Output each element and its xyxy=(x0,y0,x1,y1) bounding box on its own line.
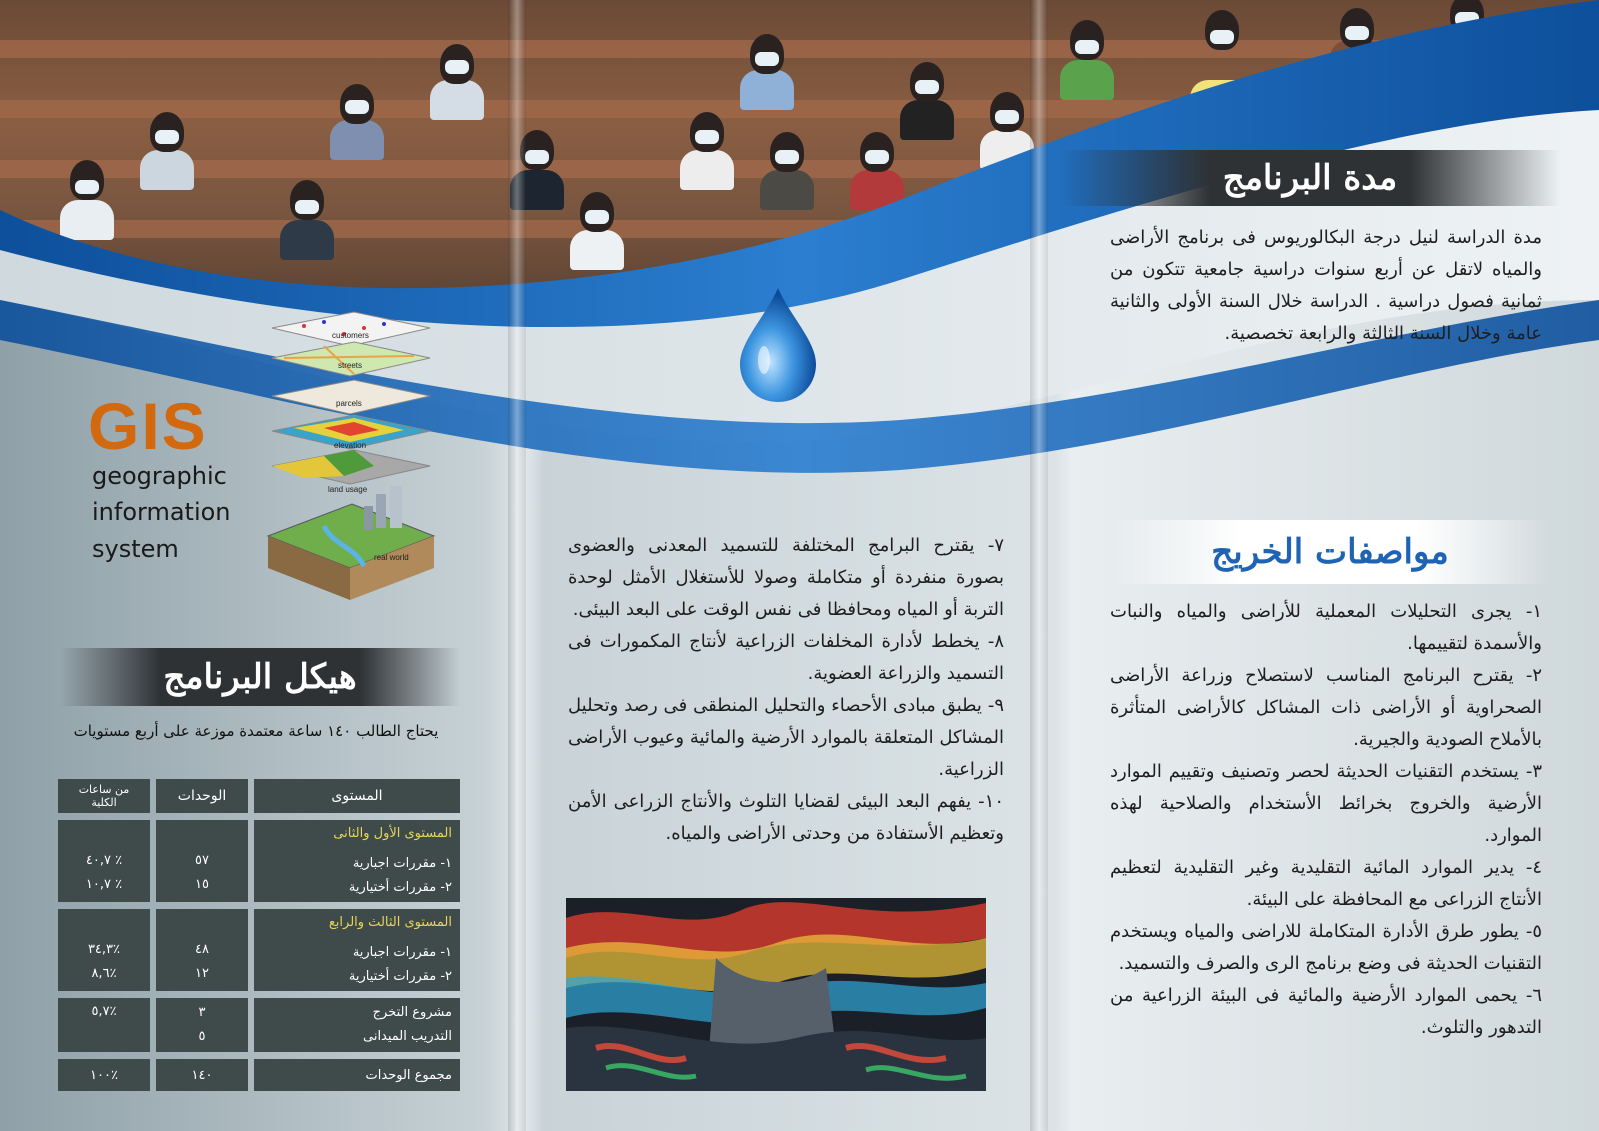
group-row: مشروع التخرج xyxy=(372,1005,452,1020)
structure-table xyxy=(52,772,466,1098)
group-title: المستوى الثالث والرابع xyxy=(328,915,452,930)
header-units: الوحدات xyxy=(156,779,248,813)
gis-layer-label-parcels: parcels xyxy=(336,399,362,408)
total-units: ١٤٠ xyxy=(156,1059,248,1091)
middle-item-7: ٧- يقترح البرامج المختلفة للتسميد المعدنى والعضوى بصورة منفردة أو متكاملة وصولا للأستغلال الأمثل لوحدة التربة أو المياه ومحافظا فى نفس الوقت على البعد البيئى. xyxy=(568,535,1004,620)
group-row: ١- مقررات اجبارية xyxy=(352,856,452,871)
header-level: المستوى xyxy=(254,779,460,813)
gis-layer-parcels xyxy=(272,380,430,414)
group-row: ١- مقررات اجبارية xyxy=(352,945,452,960)
map-image xyxy=(566,898,986,1091)
graduate-item-3: ٣- يستخدم التقنيات الحديثة لحصر وتصنيف وتقييم الموارد الأرضية والخروج بخرائط الأستخدام والصلاحية لهذه الموارد. xyxy=(1110,761,1542,846)
gis-subtitle-line-2: information xyxy=(92,498,231,526)
percent-cell: ٪ ١٠,٧ xyxy=(85,877,123,892)
gis-layer-label-real-world: real world xyxy=(374,553,409,562)
units-cell: ٥ xyxy=(198,1029,206,1044)
duration-heading-text: مدة البرنامج xyxy=(1222,158,1398,198)
duration-heading xyxy=(1060,150,1560,206)
gis-layer-label-elevation: elevation xyxy=(334,441,367,450)
group-row: ٢- مقررات أختيارية xyxy=(348,969,452,984)
units-cell: ١٢ xyxy=(195,966,209,981)
graduate-heading-text: مواصفات الخريج xyxy=(1211,532,1449,572)
gis-layer-elevation xyxy=(272,415,430,450)
group-row: التدريب الميدانى xyxy=(362,1029,452,1044)
middle-item-10: ١٠- يفهم البعد البيئى لقضايا التلوث والأنتاج الزراعى الأمن وتعظيم الأستفادة من وحدتى الأراضى والمياه. xyxy=(568,791,1004,844)
header-percent: من ساعات الكلية xyxy=(58,779,150,813)
units-cell: ٥٧ xyxy=(195,853,209,868)
total-percent: ٪١٠٠ xyxy=(58,1059,150,1091)
water-drop-icon xyxy=(738,286,818,404)
units-cell: ٤٨ xyxy=(195,942,209,957)
units-cell: ٣ xyxy=(198,1005,206,1020)
table-row xyxy=(58,998,460,1052)
table-total-row xyxy=(58,1059,460,1091)
graduate-list xyxy=(1110,596,1542,1044)
percent-cell: ٪٣٤,٣ xyxy=(87,942,121,957)
percent-cell: ٪٨,٦ xyxy=(91,966,117,981)
gis-layer-streets xyxy=(272,342,430,376)
graduate-item-5: ٥- يطور طرق الأدارة المتكاملة للاراضى والمياه ويستخدم التقنيات الحديثة فى وضع برنامج الرى والصرف والتسميد. xyxy=(1110,921,1542,974)
graduate-heading xyxy=(1110,520,1550,584)
graduate-item-1: ١- يجرى التحليلات المعملية للأراضى والمياه والنبات والأسمدة لتقييمها. xyxy=(1110,601,1542,654)
percent-cell: ٪ ٤٠,٧ xyxy=(85,853,123,868)
units-cell: ١٥ xyxy=(195,877,209,892)
middle-item-9: ٩- يطبق مبادى الأحصاء والتحليل المنطقى فى رصد وتحليل المشاكل المتعلقة بالموارد الأرضية والمائية وعيوب الأراضى الزراعية. xyxy=(568,695,1004,780)
table-row xyxy=(58,820,460,902)
total-label: مجموع الوحدات xyxy=(254,1059,460,1091)
middle-list xyxy=(568,530,1004,850)
panel-fold-left xyxy=(508,0,526,1131)
gis-layer-label-streets: streets xyxy=(338,361,363,370)
middle-item-8: ٨- يخطط لأدارة المخلفات الزراعية لأنتاج المكمورات فى التسميد والزراعة العضوية. xyxy=(568,631,1004,684)
structure-heading-text: هيكل البرنامج xyxy=(163,657,357,697)
duration-text: مدة الدراسة لنيل درجة البكالوريوس فى برنامج الأراضى والمياه لاتقل عن أربع سنوات دراسية جامعية تتكون من ثمانية فصول دراسية . الدراسة خلال السنة الأولى والثانية عامة وخلال السنة الثالثة والرابعة تخصصية. xyxy=(1110,227,1542,344)
gis-layer-label-customers: customers xyxy=(332,331,369,340)
graduate-item-4: ٤- يدير الموارد المائية التقليدية وغير التقليدية لتعظيم الأنتاج الزراعى مع المحافظة على البيئة. xyxy=(1110,857,1542,910)
group-title: المستوى الأول والثانى xyxy=(333,826,452,841)
percent-cell: ٪٥,٧ xyxy=(91,1004,117,1019)
gis-subtitle-line-3: system xyxy=(92,535,179,563)
structure-heading xyxy=(60,648,460,706)
gis-layer-land-usage xyxy=(272,450,430,494)
table-header-row xyxy=(58,779,460,813)
graduate-item-2: ٢- يقترح البرنامج المناسب لاستصلاح وزراعة الأراضى الصحراوية أو الأراضى ذات المشاكل كالأراضى المتأثرة بالأملاح الصودية والجيرية. xyxy=(1110,665,1542,750)
structure-intro: يحتاج الطالب ١٤٠ ساعة معتمدة موزعة على أربع مستويات xyxy=(73,722,439,740)
gis-title: GIS xyxy=(88,389,208,463)
gis-layers-diagram xyxy=(264,306,439,606)
gis-layer-real-world xyxy=(268,486,434,600)
group-row: ٢- مقررات أختيارية xyxy=(348,880,452,895)
gis-layer-customers xyxy=(272,312,430,346)
gis-layer-label-land-usage: land usage xyxy=(328,485,368,494)
graduate-item-6: ٦- يحمى الموارد الأرضية والمائية فى البيئة الزراعية من التدهور والتلوث. xyxy=(1110,985,1542,1038)
gis-subtitle-line-1: geographic xyxy=(92,462,227,490)
panel-fold-right xyxy=(1030,0,1048,1131)
table-row xyxy=(58,909,460,991)
